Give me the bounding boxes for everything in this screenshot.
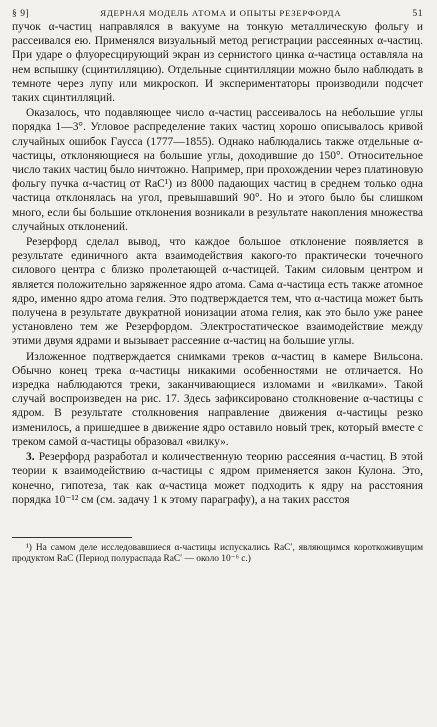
footnote: ¹) На самом деле исследовавшиеся α-частицы испускались RaC′, являющимся короткоживущим продуктом RaC (Период полураспада RaC′ — около 10⁻⁶ с.)	[12, 542, 423, 565]
paragraph-1: пучок α-частиц направлялся в вакууме на тонкую металлическую фольгу и рассеивался ею. Применялся визуальный метод регистрации рассеянных α-частиц. При ударе о флуоресцирующий экран из сернистого цинка α-частица оставляла на нем вспышку (сцинтилляцию). Отдельные сцинтилляции можно было наблюдать в темноте через лупу или микроскоп. И экспериментаторы производили подсчет таких сцинтилляций.	[12, 21, 423, 105]
paragraph-5	[12, 450, 423, 507]
page-number: 51	[412, 8, 423, 19]
paragraph-3: Резерфорд сделал вывод, что каждое большое отклонение появляется в результате единичного акта взаимодействия какого-то практически точечного силового центра с близко пролетающей α-частицей. Таким силовым центром и является положительно заряженное ядро атома. Сама α-частица есть также атомное ядро, именно ядро атома гелия. Это подтверждается тем, что α-частица может быть получена в результате двукратной ионизации атома гелия, как это было уже ранее установлено тем же Резерфордом. Электростатическое взаимодействие между этими двумя ядрами и вызывает рассеяние α-частиц на большие углы.	[12, 236, 423, 348]
paragraph-4: Изложенное подтверждается снимками треков α-частиц в камере Вильсона. Обычно конец трека α-частицы никакими особенностями не отличается. Но изредка наблюдаются треки, заканчивающиеся изломами и «вилками». Такой случай воспроизведен на рис. 17. Здесь зафиксировано столкновение α-частицы с ядром. В результате столкновения направление движения α-частицы резко изменилось, а пришедшее в движение ядро оставило новый трек, который вместе с треком самой α-частицы образовал «вилку».	[12, 350, 423, 448]
body-text	[12, 20, 423, 507]
section-marker: § 9]	[12, 8, 30, 19]
paragraph-5-text: Резерфорд разработал и количественную теорию рассеяния α-частиц. В этой теории к взаимодействию α-частицы с ядром применяется закон Кулона. Это, конечно, гипотеза, так как α-частица может подходить к ядру на расстояния порядка 10⁻¹² см (см. задачу 1 к этому параграфу), а на таких расстоя	[12, 451, 424, 506]
footnote-divider	[12, 537, 132, 538]
chapter-title: ЯДЕРНАЯ МОДЕЛЬ АТОМА И ОПЫТЫ РЕЗЕРФОРДА	[100, 8, 342, 18]
running-header	[12, 0, 423, 20]
paragraph-2: Оказалось, что подавляющее число α-частиц рассеивалось на небольшие углы порядка 1—3°. Угловое распределение таких частиц хорошо описывалось кривой случайных ошибок Гаусса (1777—1855). Однако наблюдались также отдельные α-частицы, отклоняющиеся на большие углы, доходившие до 150°. Относительное число таких частиц было ничтожно. Например, при прохождении через платиновую фольгу пучка α-частиц от RaC¹) из 8000 падающих частиц в среднем только одна частица отклонялась на угол, превышавший 90°. Но и этого было бы слишком много, если бы большие отклонения возникали в результате накопления множества случайных отклонений.	[12, 107, 423, 233]
paragraph-number: 3.	[26, 451, 35, 464]
